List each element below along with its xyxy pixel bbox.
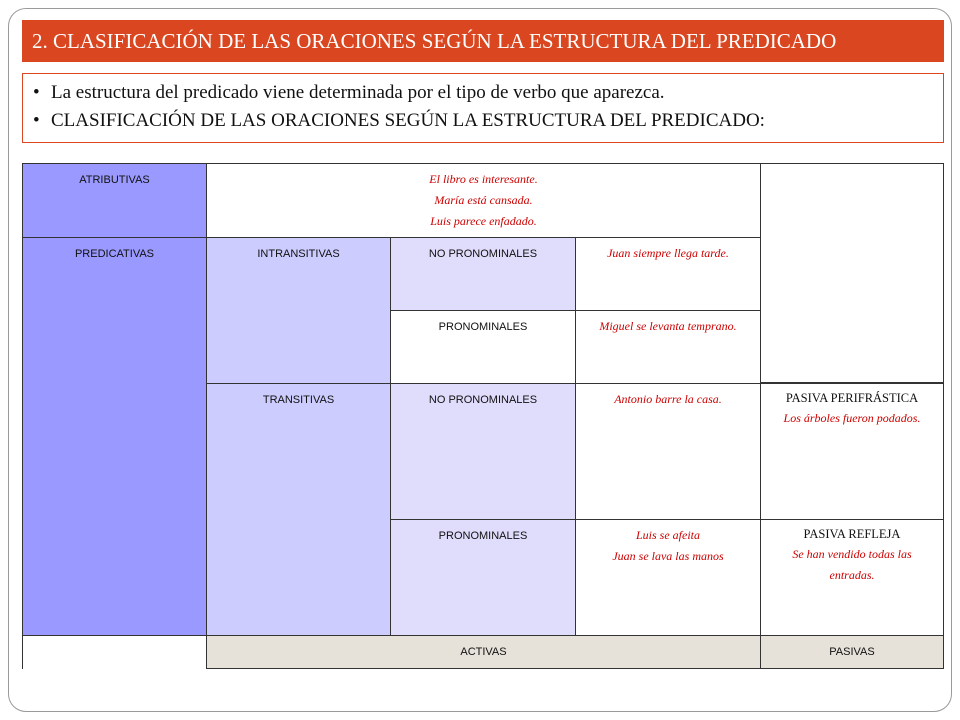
slide-title: 2. CLASIFICACIÓN DE LAS ORACIONES SEGÚN LA ESTRUCTURA DEL PREDICADO <box>22 20 944 62</box>
example-text: Se han vendido todas las <box>792 547 912 561</box>
tr-no-pron-label: NO PRONOMINALES <box>428 394 538 406</box>
example-text: Luis se afeita <box>635 528 700 542</box>
example-text: Juan siempre llega tarde. <box>607 246 729 260</box>
cell-tr-pronominales <box>390 519 576 636</box>
example-text: entradas. <box>829 568 875 582</box>
cell-tr-no-pronominales <box>390 383 576 520</box>
pasivas-label: PASIVAS <box>829 646 875 658</box>
predicativas-label: PREDICATIVAS <box>74 248 155 260</box>
cell-empty-top-right <box>760 163 944 383</box>
cell-tr-pron-example <box>575 519 761 636</box>
example-text: María está cansada. <box>434 193 533 207</box>
cell-intr-no-pronominales <box>390 237 576 311</box>
example-text: Miguel se levanta temprano. <box>599 319 737 333</box>
intr-no-pron-label: NO PRONOMINALES <box>428 248 538 260</box>
cell-intr-no-pron-example <box>575 237 761 311</box>
atributivas-label: ATRIBUTIVAS <box>79 174 150 186</box>
example-text: Juan se lava las manos <box>612 549 724 563</box>
example-text: Antonio barre la casa. <box>614 392 722 406</box>
pasiva-perifrastica-label: PASIVA PERIFRÁSTICA <box>785 391 919 405</box>
bullet-item: • La estructura del predicado viene determinada por el tipo de verbo que aparezca. <box>33 79 943 107</box>
cell-transitivas <box>206 383 391 636</box>
bullet-item: • CLASIFICACIÓN DE LAS ORACIONES SEGÚN LA ESTRUCTURA DEL PREDICADO: <box>33 107 943 135</box>
pasiva-refleja-label: PASIVA REFLEJA <box>803 527 901 541</box>
example-text: Luis parece enfadado. <box>430 214 537 228</box>
cell-predicativas <box>22 237 207 636</box>
cell-intr-pronominales <box>390 310 576 384</box>
cell-tr-no-pron-example <box>575 383 761 520</box>
example-text: Los árboles fueron podados. <box>783 411 921 425</box>
cell-activas <box>206 635 761 669</box>
cell-intr-pron-example <box>575 310 761 384</box>
activas-label: ACTIVAS <box>460 646 507 658</box>
table-border <box>22 636 23 669</box>
intransitivas-label: INTRANSITIVAS <box>257 248 340 260</box>
intr-pron-label: PRONOMINALES <box>438 321 528 333</box>
cell-pasiva-refleja <box>760 519 944 636</box>
cell-pasivas <box>760 635 944 669</box>
tr-pron-label: PRONOMINALES <box>438 530 528 542</box>
example-text: El libro es interesante. <box>429 172 538 186</box>
cell-atributivas <box>22 163 207 238</box>
transitivas-label: TRANSITIVAS <box>262 394 335 406</box>
cell-intransitivas <box>206 237 391 384</box>
cell-pasiva-perifrastica <box>760 383 944 520</box>
cell-atributivas-examples <box>206 163 761 238</box>
